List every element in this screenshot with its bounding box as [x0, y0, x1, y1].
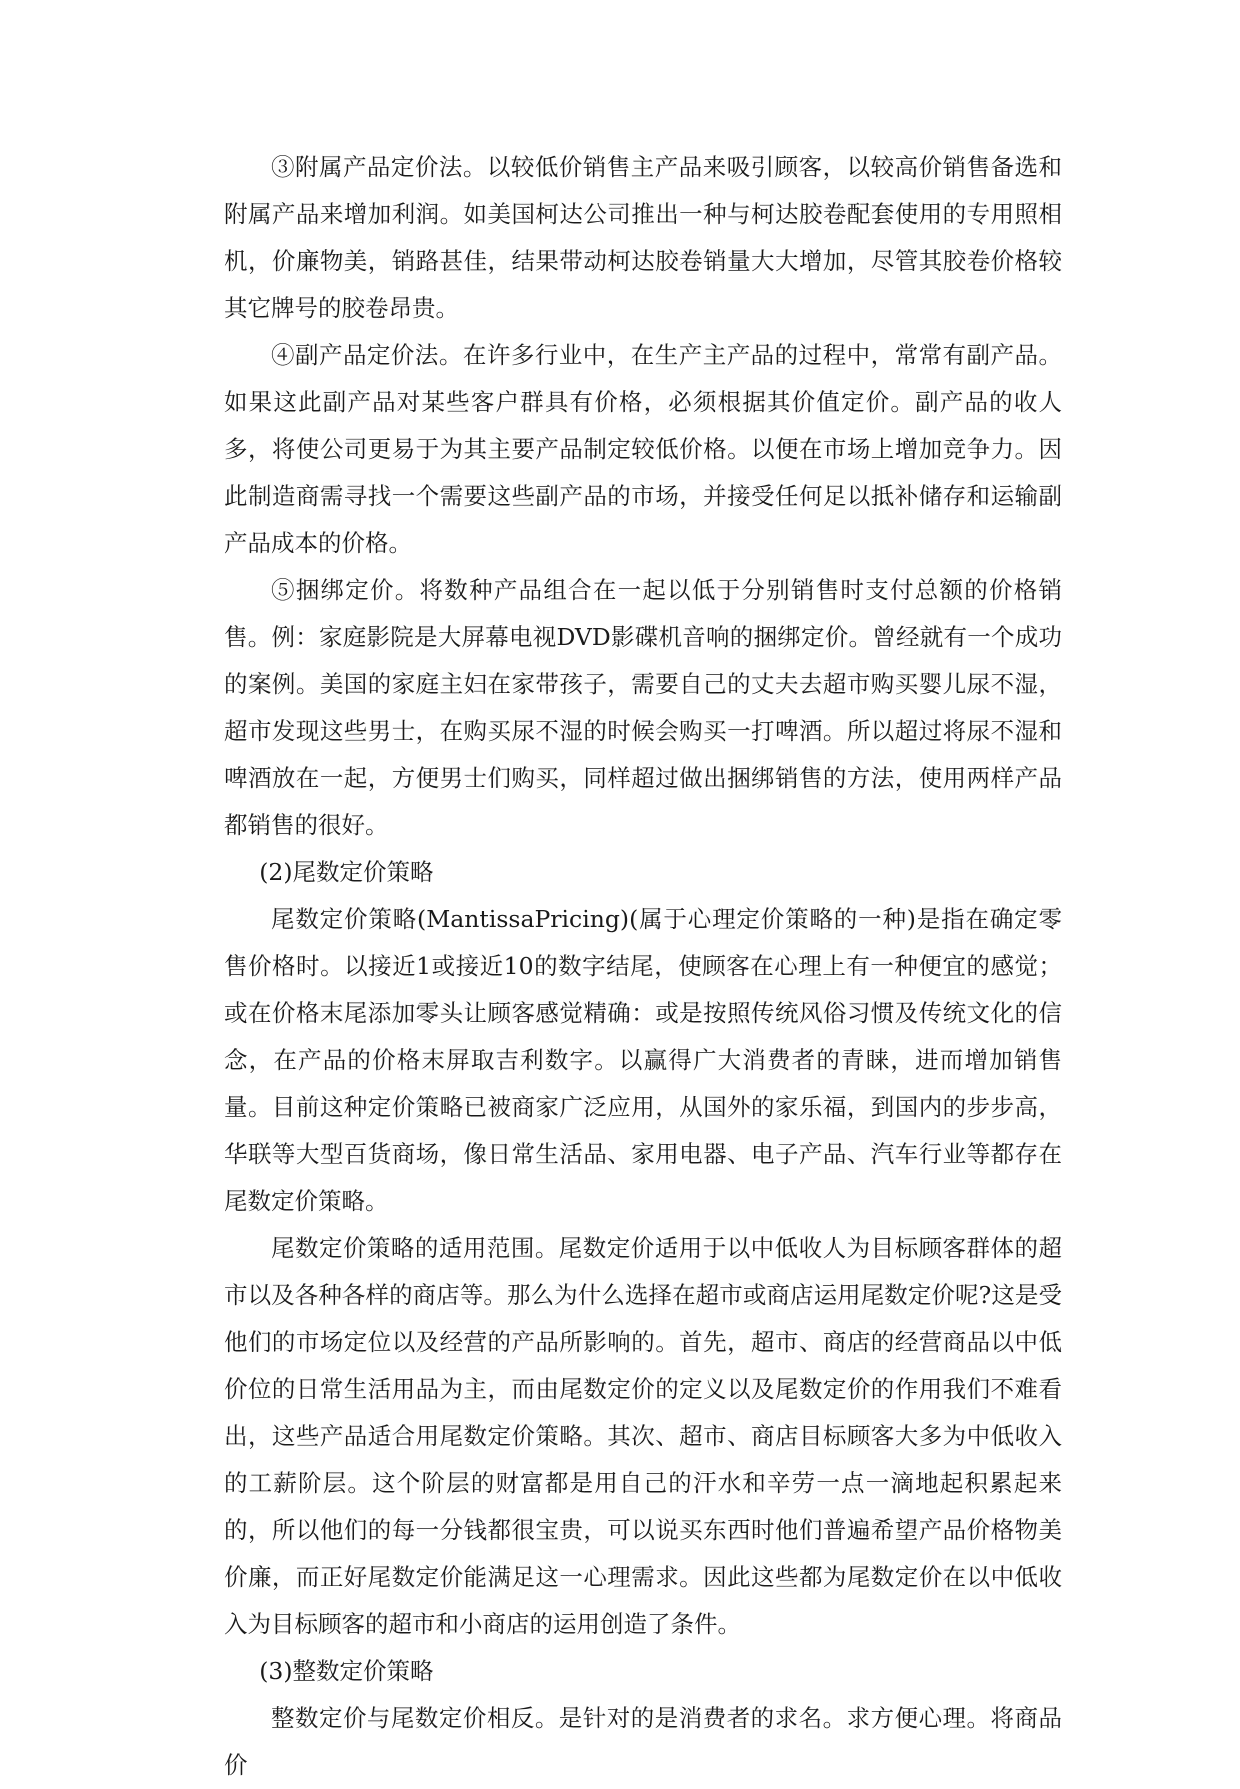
paragraph-odd-pricing-definition: 尾数定价策略(MantissaPricing)(属于心理定价策略的一种)是指在确定零售价格时。以接近1或接近10的数字结尾，使顾客在心理上有一种便宜的感觉；或在价格末尾添加零头让顾客感觉精确：或是按照传统风俗习惯及传统文化的信念，在产品的价格末屏取吉利数字。以赢得广大消费者的青睐，进而增加销售量。目前这种定价策略已被商家广泛应用，从国外的家乐福，到国内的步步高，华联等大型百货商场，像日常生活品、家用电器、电子产品、汽车行业等都存在尾数定价策略。 [224, 905, 1062, 1215]
paragraph-round-pricing: 整数定价与尾数定价相反。是针对的是消费者的求名。求方便心理。将商品价 [224, 1704, 1062, 1779]
paragraph-by-product-pricing: ④副产品定价法。在许多行业中，在生产主产品的过程中，常常有副产品。如果这此副产品对某些客户群具有价格，必须根据其价值定价。副产品的收人多，将使公司更易于为其主要产品制定较低价格。以便在市场上增加竞争力。因此制造商需寻找一个需要这些副产品的市场，并接受任何足以抵补储存和运输副产品成本的价格。 [224, 341, 1062, 557]
paragraph-odd-pricing-scope: 尾数定价策略的适用范围。尾数定价适用于以中低收人为目标顾客群体的超市以及各种各样的商店等。那么为什么选择在超市或商店运用尾数定价呢?这是受他们的市场定位以及经营的产品所影响的。首先，超市、商店的经营商品以中低价位的日常生活用品为主，而由尾数定价的定义以及尾数定价的作用我们不难看出，这些产品适合用尾数定价策略。其次、超市、商店目标顾客大多为中低收入的工薪阶层。这个阶层的财富都是用自己的汗水和辛劳一点一滴地起积累起来的，所以他们的每一分钱都很宝贵，可以说买东西时他们普遍希望产品价格物美价廉，而正好尾数定价能满足这一心理需求。因此这些都为尾数定价在以中低收入为目标顾客的超市和小商店的运用创造了条件。 [224, 1234, 1062, 1638]
paragraph-attached-product-pricing: ③附属产品定价法。以较低价销售主产品来吸引顾客，以较高价销售备选和附属产品来增加利润。如美国柯达公司推出一种与柯达胶卷配套使用的专用照相机，价廉物美，销路甚佳，结果带动柯达胶卷销量大大增加，尽管其胶卷价格较其它牌号的胶卷昂贵。 [224, 153, 1062, 322]
section-heading-odd-pricing: (2)尾数定价策略 [259, 858, 434, 886]
section-heading-round-pricing: (3)整数定价策略 [259, 1657, 434, 1685]
document-page [224, 144, 1062, 1789]
paragraph-bundle-pricing: ⑤捆绑定价。将数种产品组合在一起以低于分别销售时支付总额的价格销售。例：家庭影院是大屏幕电视DVD影碟机音响的捆绑定价。曾经就有一个成功的案例。美国的家庭主妇在家带孩子，需要自己的丈夫去超市购买婴儿尿不湿，超市发现这些男士，在购买尿不湿的时候会购买一打啤酒。所以超过将尿不湿和啤酒放在一起，方便男士们购买，同样超过做出捆绑销售的方法，使用两样产品都销售的很好。 [224, 576, 1062, 839]
